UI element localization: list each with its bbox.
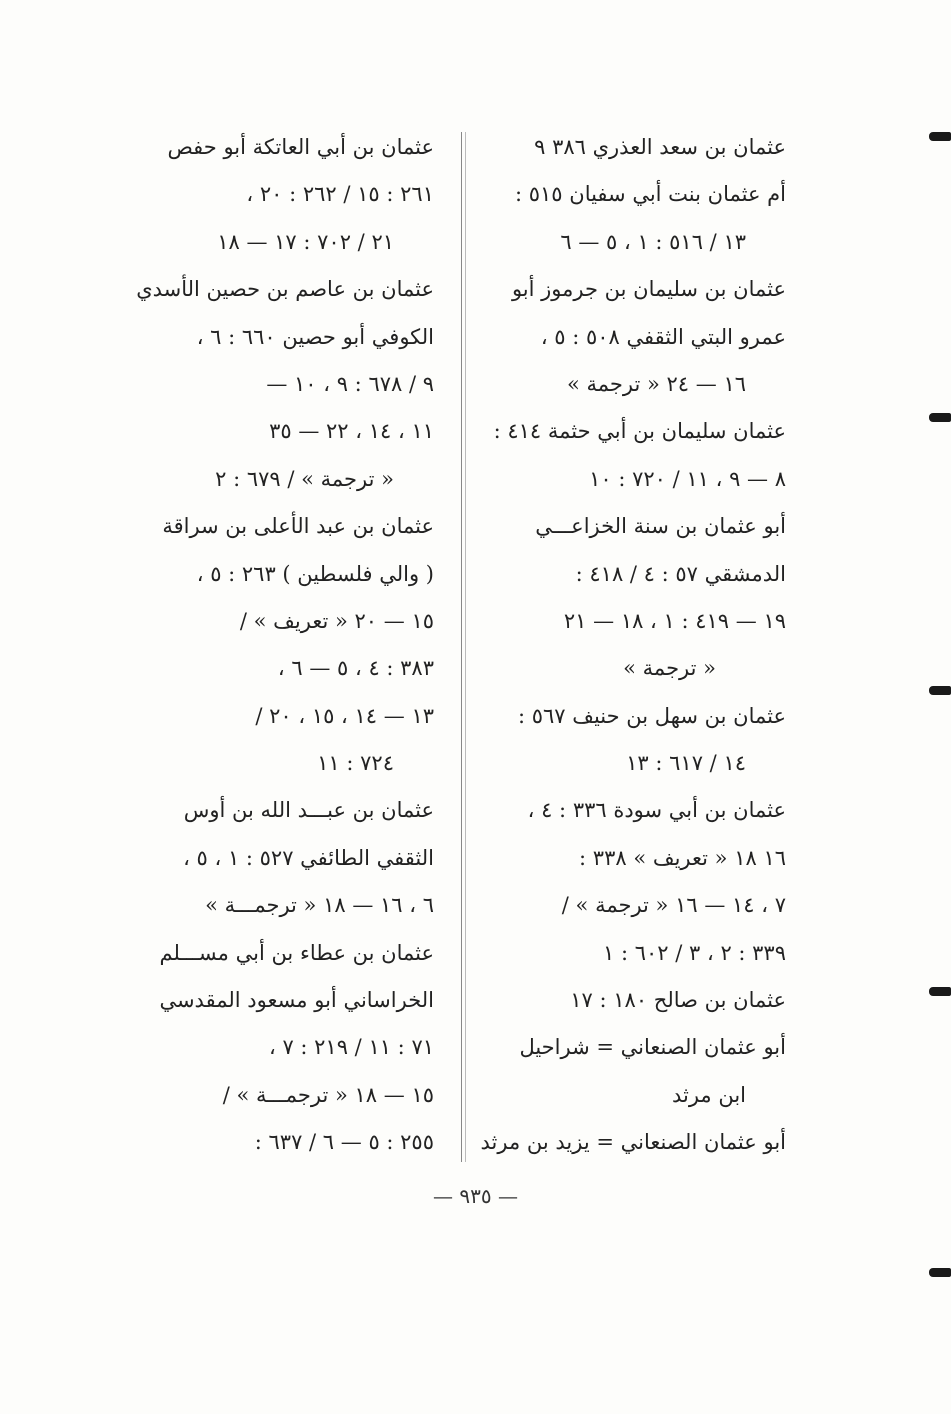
index-line: ١١ ، ١٤ ، ٢٢ — ٣٥ bbox=[269, 419, 434, 444]
index-line: ١٤ / ٦١٧ : ١٣ bbox=[626, 751, 746, 776]
index-line: عثمان بن سهل بن حنيف ٥٦٧ : bbox=[517, 703, 786, 728]
index-line: ٢٦١ : ١٥ / ٢٦٢ : ٢٠ ، bbox=[246, 182, 434, 207]
index-line: عثمان بن عطاء بن أبي مســـلم bbox=[159, 940, 434, 965]
column-divider bbox=[465, 132, 466, 1162]
index-line: ٣٣٩ : ٢ ، ٣ / ٦٠٢ : ١ bbox=[603, 940, 786, 965]
index-line: ٨ — ٩ ، ١١ / ٧٢٠ : ١٠ bbox=[589, 466, 786, 491]
index-line: « ترجمة » / ٦٧٩ : ٢ bbox=[215, 466, 394, 491]
binding-mark bbox=[929, 413, 951, 422]
index-line: عثمان بن عاصم بن حصين الأسدي bbox=[136, 277, 434, 302]
index-line: أبو عثمان الصنعاني = يزيد بن مرثد bbox=[480, 1130, 786, 1155]
index-line: ٧٢٤ : ١١ bbox=[317, 751, 394, 776]
index-line: عثمان بن عبـــد الله بن أوس bbox=[183, 798, 434, 823]
index-line: الكوفي أبو حصين ٦٦٠ : ٦ ، bbox=[196, 324, 434, 349]
right-column bbox=[480, 124, 786, 1167]
index-line: ٢١ / ٧٠٢ : ١٧ — ١٨ bbox=[217, 229, 394, 254]
index-line: ١٦ — ٢٤ « ترجمة » bbox=[566, 371, 746, 396]
index-line: ١٩ — ٤١٩ : ١ ، ١٨ — ٢١ bbox=[563, 608, 786, 633]
index-line: ١٦ ١٨ « تعريف » ٣٣٨ : bbox=[579, 845, 786, 870]
index-line: الثقفي الطائفي ٥٢٧ : ١ ، ٥ ، bbox=[183, 845, 434, 870]
index-line: أم عثمان بنت أبي سفيان ٥١٥ : bbox=[514, 182, 786, 207]
index-line: عمرو البتي الثقفي ٥٠٨ : ٥ ، bbox=[540, 324, 786, 349]
index-line: ١٥ — ١٨ « ترجمـــة » / bbox=[222, 1082, 434, 1107]
binding-mark bbox=[929, 1268, 951, 1277]
index-line: عثمان بن صالح ١٨٠ : ١٧ bbox=[570, 988, 786, 1013]
left-column bbox=[134, 124, 434, 1167]
index-line: ( والي فلسطين ) ٢٦٣ : ٥ ، bbox=[196, 561, 434, 586]
index-line: ١٣ — ١٤ ، ١٥ ، ٢٠ / bbox=[255, 703, 434, 728]
binding-mark bbox=[929, 686, 951, 695]
index-line: عثمان بن أبي سودة ٣٣٦ : ٤ ، bbox=[527, 798, 786, 823]
index-line: ٣٨٣ : ٤ ، ٥ — ٦ ، bbox=[277, 656, 434, 681]
index-line: أبو عثمان الصنعاني = شراحيل bbox=[519, 1035, 786, 1060]
index-line: ٧ ، ١٤ — ١٦ « ترجمة » / bbox=[561, 893, 786, 918]
index-line: ابن مرثد bbox=[671, 1082, 746, 1107]
index-line: عثمان بن سليمان بن جرموز أبو bbox=[511, 277, 786, 302]
index-line: ٢٥٥ : ٥ — ٦ / ٦٣٧ : bbox=[254, 1130, 434, 1155]
binding-mark bbox=[929, 132, 951, 141]
index-line: ١٥ — ٢٠ « تعريف » / bbox=[239, 608, 434, 633]
index-line: ١٣ / ٥١٦ : ١ ، ٥ — ٦ bbox=[560, 229, 746, 254]
index-line: ٦ ، ١٦ — ١٨ « ترجمـــة » bbox=[205, 893, 434, 918]
page-number: — ٩٣٥ — bbox=[433, 1184, 518, 1208]
index-line: أبو عثمان بن سنة الخزاعـــي bbox=[535, 514, 786, 539]
index-line: عثمان بن عبد الأعلى بن سراقة bbox=[162, 514, 434, 539]
index-line: عثمان بن أبي العاتكة أبو حفص bbox=[167, 135, 434, 159]
column-divider bbox=[461, 132, 462, 1162]
index-line: عثمان بن سعد العذري ٣٨٦ ٩ bbox=[534, 135, 786, 159]
index-line: الدمشقي ٥٧ : ٤ / ٤١٨ : bbox=[575, 561, 786, 586]
binding-mark bbox=[929, 987, 951, 996]
index-line: عثمان سليمان بن أبي حثمة ٤١٤ : bbox=[493, 419, 786, 444]
index-line: الخراساني أبو مسعود المقدسي bbox=[159, 988, 434, 1013]
index-line: ٧١ : ١١ / ٢١٩ : ٧ ، bbox=[268, 1035, 434, 1060]
index-line: ٩ / ٦٧٨ : ٩ ، ١٠ — bbox=[266, 371, 434, 396]
index-line: « ترجمة » bbox=[623, 656, 716, 681]
